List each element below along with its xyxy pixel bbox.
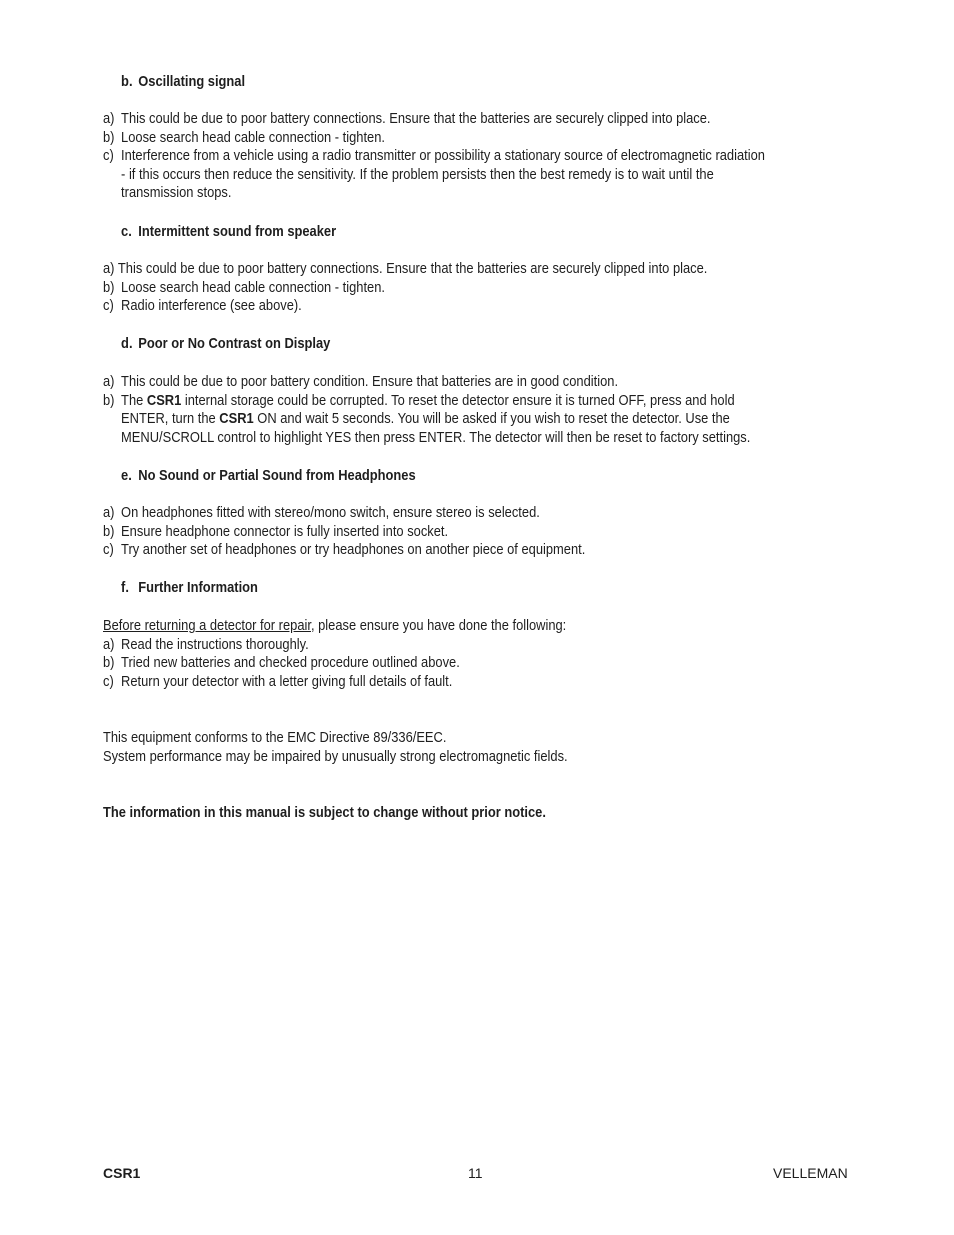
section-intro: Before returning a detector for repair, please ensure you have done the following: <box>103 617 567 634</box>
section-title: Poor or No Contrast on Display <box>138 335 331 352</box>
list-item: a) This could be due to poor battery connections. Ensure that the batteries are securely clipped into place. <box>103 260 708 277</box>
section-d-list <box>103 373 863 447</box>
section-e-list <box>103 504 863 560</box>
section-b-list <box>103 110 863 203</box>
list-item: c) Radio interference (see above). <box>103 297 302 315</box>
list-item: c) Try another set of headphones or try headphones on another piece of equipment. <box>103 541 586 559</box>
footer-brand: VELLEMAN <box>773 1165 848 1181</box>
section-d <box>103 335 863 354</box>
section-heading: b. Oscillating signal <box>121 73 246 90</box>
change-notice: The information in this manual is subject to change without prior notice. <box>103 804 546 821</box>
list-item: a) On headphones fitted with stereo/mono switch, ensure stereo is selected. <box>103 504 540 521</box>
list-item: a) Read the instructions thoroughly. <box>103 635 309 653</box>
list-item: b) Loose search head cable connection - tighten. <box>103 278 385 296</box>
list-item: b) Tried new batteries and checked procedure outlined above. <box>103 654 460 672</box>
section-title: Oscillating signal <box>138 73 246 90</box>
list-item: b) Ensure headphone connector is fully inserted into socket. <box>103 522 449 540</box>
page-number: 11 <box>468 1165 483 1181</box>
section-title: No Sound or Partial Sound from Headphones <box>138 467 416 484</box>
list-item: a) This could be due to poor battery connections. Ensure that the batteries are securely clipped into place. <box>103 110 711 127</box>
section-heading: e. No Sound or Partial Sound from Headphones <box>121 467 416 484</box>
section-c <box>103 223 863 242</box>
section-c-list <box>103 260 863 316</box>
section-f-list <box>103 617 863 691</box>
product-name: CSR1 <box>146 391 182 409</box>
list-item: b) The CSR1 internal storage could be corrupted. To reset the detector ensure it is turned OFF, press and hold ENTER, turn the CSR1 ON and wait 5 seconds. You will be asked if you wish to reset the detector. Use the MENU/SCROLL control to highlight YES then press ENTER. The detector will then be reset to factory settings. <box>103 391 751 446</box>
list-item: b) Loose search head cable connection - tighten. <box>103 128 385 146</box>
footer-product: CSR1 <box>103 1165 141 1181</box>
section-heading: d. Poor or No Contrast on Display <box>121 335 331 352</box>
list-item: c) Return your detector with a letter giving full details of fault. <box>103 672 453 690</box>
section-heading: c. Intermittent sound from speaker <box>121 223 337 240</box>
section-heading: f. Further Information <box>121 579 258 596</box>
conformity-statement: This equipment conforms to the EMC Directive 89/336/EEC. System performance may be impaired by unusually strong electromagnetic fields. <box>103 729 568 765</box>
section-title: Further Information <box>138 579 258 596</box>
product-name: CSR1 <box>219 410 254 428</box>
list-item: c) Interference from a vehicle using a radio transmitter or possibility a stationary source of electromagnetic radiation - if this occurs then reduce the sensitivity. If the problem persists then the best remedy is to wait until the transmission stops. <box>103 147 765 202</box>
section-e <box>103 467 863 486</box>
section-f <box>103 579 863 598</box>
section-title: Intermittent sound from speaker <box>138 223 337 240</box>
list-item: a) This could be due to poor battery condition. Ensure that batteries are in good condition. <box>103 373 619 390</box>
section-b <box>103 73 863 92</box>
